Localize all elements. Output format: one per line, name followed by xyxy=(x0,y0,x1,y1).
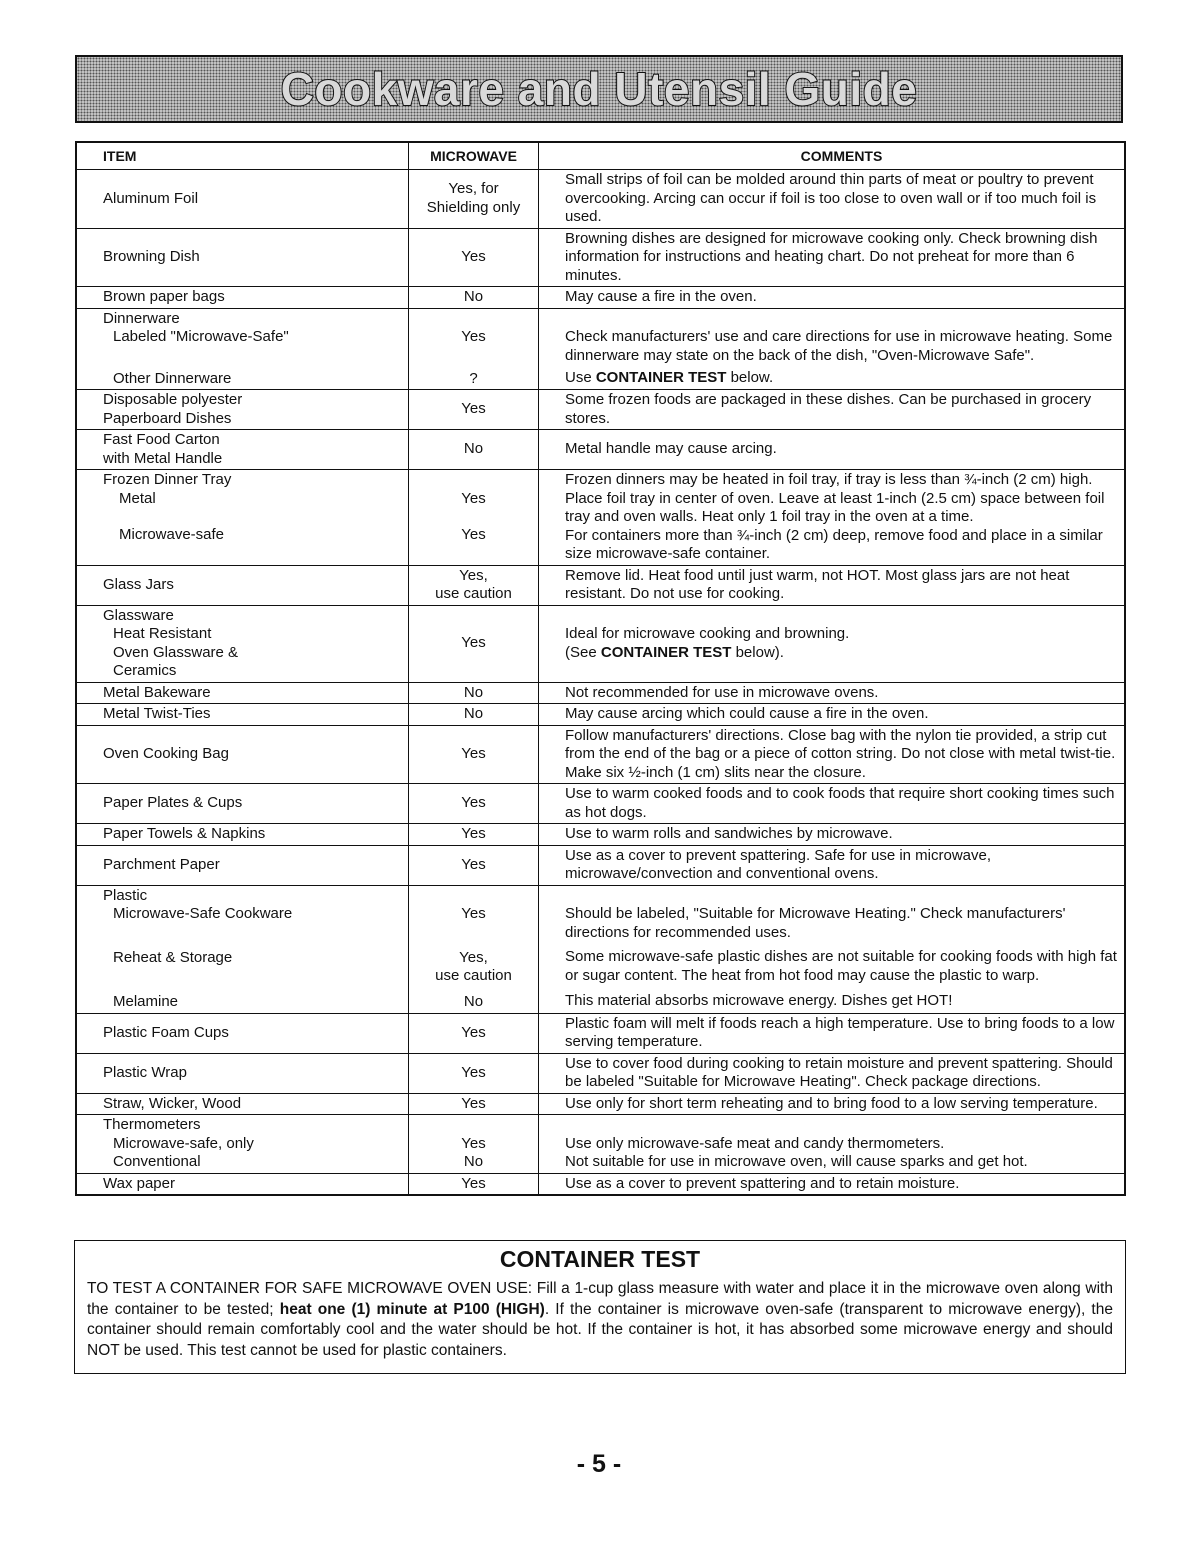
item-sub-label: Reheat & Storage xyxy=(113,948,233,966)
microwave-cell xyxy=(409,1115,539,1174)
title-banner xyxy=(75,55,1123,123)
item-cell xyxy=(76,430,409,470)
comment-cell: Follow manufacturers' directions. Close bag with the nylon tie provided, a strip cut from the end of the bag or a piece of cotton string. Do not close with metal twist-tie. Make six ½-inch (1 cm) slits near the closure. xyxy=(539,725,1126,784)
container-test-bold-instruction: heat one (1) minute at P100 (HIGH) xyxy=(279,1300,545,1318)
container-test-text-part: TO TEST A CONTAINER FOR SAFE MICROWAVE OVEN USE: Fill a 1-cup glass measure with water and place it in the microwave oven along with the container to be tested; xyxy=(87,1280,1113,1318)
comment-cell: May cause a fire in the oven. xyxy=(539,287,1126,309)
item-sub-label: Oven Glassware & xyxy=(113,643,239,661)
comment-cell xyxy=(539,308,1126,390)
mw-value: Yes xyxy=(461,1134,486,1152)
item-heading: Plastic xyxy=(103,886,148,904)
container-test-ref: CONTAINER TEST xyxy=(595,369,727,386)
comment-cell: Use as a cover to prevent spattering and to retain moisture. xyxy=(539,1173,1126,1195)
item-label: Aluminum Foil xyxy=(103,189,199,207)
comment-cell: Plastic foam will melt if foods reach a high temperature. Use to bring foods to a low serving temperature. xyxy=(539,1013,1126,1053)
comment-cell: May cause arcing which could cause a fire in the oven. xyxy=(539,704,1126,726)
table-row xyxy=(76,565,1125,605)
comment-cell: Use only for short term reheating and to bring food to a low serving temperature. xyxy=(539,1093,1126,1115)
comment-text: Not suitable for use in microwave oven, will cause sparks and get hot. xyxy=(565,1153,1028,1170)
item-cell: Paper Towels & Napkins xyxy=(76,824,409,846)
table-row xyxy=(76,170,1125,229)
item-cell: Browning Dish xyxy=(76,228,409,287)
item-sub-label: Microwave-safe xyxy=(119,526,225,543)
microwave-cell xyxy=(409,308,539,390)
comment-text: For containers more than ¾-inch (2 cm) deep, remove food and place in a similar size microwave-safe container. xyxy=(565,526,1103,562)
microwave-cell: Yes xyxy=(409,1093,539,1115)
item-cell: Wax paper xyxy=(76,1173,409,1195)
mw-value: Yes xyxy=(461,905,486,922)
microwave-cell: No xyxy=(409,287,539,309)
item-cell: Oven Cooking Bag xyxy=(76,725,409,784)
comment-cell: Small strips of foil can be molded around thin parts of meat or poultry to prevent overcooking. Arcing can occur if foil is too close to oven wall or if too much foil is used. xyxy=(539,170,1126,229)
table-row xyxy=(76,1013,1125,1053)
mw-value: Yes xyxy=(461,526,486,543)
table-row xyxy=(76,1173,1125,1195)
comment-text: Some microwave-safe plastic dishes are not suitable for cooking foods with high fat or sugar content. The heat from hot food may cause the plastic to warp. xyxy=(565,948,1117,984)
mw-value: Yes, xyxy=(459,948,488,966)
comment-cell xyxy=(539,885,1126,1013)
table-row xyxy=(76,682,1125,704)
item-heading: Frozen Dinner Tray xyxy=(103,471,232,488)
comment-cell: Use to warm cooked foods and to cook foods that require short cooking times such as hot dogs. xyxy=(539,784,1126,824)
table-row xyxy=(76,228,1125,287)
item-sub-label: Labeled "Microwave-Safe" xyxy=(113,328,289,345)
table-row xyxy=(76,1093,1125,1115)
microwave-cell xyxy=(409,885,539,1013)
item-sub-label: Ceramics xyxy=(113,662,177,679)
item-cell: Plastic Foam Cups xyxy=(76,1013,409,1053)
item-cell: Metal Twist-Ties xyxy=(76,704,409,726)
table-row xyxy=(76,845,1125,885)
microwave-cell: Yes xyxy=(409,605,539,682)
microwave-cell: Yes xyxy=(409,725,539,784)
microwave-cell: Yes xyxy=(409,784,539,824)
table-row xyxy=(76,287,1125,309)
header-item: ITEM xyxy=(76,142,409,170)
microwave-cell: No xyxy=(409,704,539,726)
page-title: Cookware and Utensil Guide xyxy=(280,63,918,115)
microwave-cell: Yes xyxy=(409,1013,539,1053)
item-label: Paperboard Dishes xyxy=(103,409,232,427)
container-test-text xyxy=(75,1273,1125,1361)
item-label: Disposable polyester xyxy=(103,391,243,408)
container-test-box xyxy=(74,1240,1126,1374)
item-cell xyxy=(76,1115,409,1174)
comment-cell xyxy=(539,470,1126,566)
comment-cell: Remove lid. Heat food until just warm, not HOT. Most glass jars are not heat resistant. Do not use for cooking. xyxy=(539,565,1126,605)
table-row xyxy=(76,1115,1125,1174)
page-number: - 5 - xyxy=(576,1450,622,1478)
microwave-cell: Yes xyxy=(409,824,539,846)
mw-value: No xyxy=(463,1153,484,1170)
table-row xyxy=(76,725,1125,784)
microwave-cell: Yes xyxy=(409,1053,539,1093)
item-heading: Dinnerware xyxy=(103,309,180,327)
comment-text: Use only microwave-safe meat and candy thermometers. xyxy=(565,1134,945,1152)
item-sub-label: Microwave-safe, only xyxy=(113,1134,254,1152)
item-cell xyxy=(76,470,409,566)
item-sub-label: Microwave-Safe Cookware xyxy=(113,905,293,922)
table-row xyxy=(76,390,1125,430)
comment-text: below). xyxy=(731,643,784,661)
microwave-cell: Yes xyxy=(409,390,539,430)
mw-value: Yes xyxy=(461,328,486,345)
comment-text: Check manufacturers' use and care directions for use in microwave heating. Some dinnerware may state on the back of the dish, "Oven-Microwave Safe". xyxy=(565,328,1113,364)
comment-cell xyxy=(539,1115,1126,1174)
comment-text: below. xyxy=(726,369,774,386)
microwave-cell: No xyxy=(409,682,539,704)
item-cell xyxy=(76,308,409,390)
comment-cell: Browning dishes are designed for microwave cooking only. Check browning dish information for instructions and heating chart. Do not preheat for more than 6 minutes. xyxy=(539,228,1126,287)
item-cell xyxy=(76,885,409,1013)
item-cell: Glass Jars xyxy=(76,565,409,605)
mw-value: Yes, for xyxy=(448,180,499,198)
header-comments: COMMENTS xyxy=(539,142,1126,170)
table-header-row xyxy=(76,142,1125,170)
comment-cell: Not recommended for use in microwave ovens. xyxy=(539,682,1126,704)
table-row xyxy=(76,605,1125,682)
table-row xyxy=(76,704,1125,726)
mw-value: Yes xyxy=(461,489,486,507)
microwave-cell: Yes xyxy=(409,1173,539,1195)
comment-cell: Some frozen foods are packaged in these dishes. Can be purchased in grocery stores. xyxy=(539,390,1126,430)
item-cell: Metal Bakeware xyxy=(76,682,409,704)
item-label: with Metal Handle xyxy=(103,449,223,467)
comment-cell: Use to cover food during cooking to retain moisture and prevent spattering. Should be labeled "Suitable for Microwave Heating". Check package directions. xyxy=(539,1053,1126,1093)
mw-value: use caution xyxy=(435,967,512,984)
table-row xyxy=(76,430,1125,470)
item-sub-label: Melamine xyxy=(113,993,179,1010)
table-row xyxy=(76,885,1125,1013)
item-cell: Straw, Wicker, Wood xyxy=(76,1093,409,1115)
header-microwave: MICROWAVE xyxy=(409,142,539,170)
item-cell: Parchment Paper xyxy=(76,845,409,885)
table-row xyxy=(76,1053,1125,1093)
cookware-table xyxy=(75,141,1126,1196)
microwave-cell xyxy=(409,565,539,605)
comment-cell: Use to warm rolls and sandwiches by microwave. xyxy=(539,824,1126,846)
item-label: Fast Food Carton xyxy=(103,431,220,448)
container-test-text-part: . If the container is microwave oven-safe (transparent to microwave energy), the container should remain comfortably cool and the water should be hot. If the container is hot, it has absorbed some microwave energy and should NOT be used. This test cannot be used for plastic containers. xyxy=(87,1300,1113,1359)
item-sub-label: Metal xyxy=(119,489,156,507)
comment-text: Ideal for microwave cooking and browning. xyxy=(565,625,850,642)
mw-value: ? xyxy=(469,369,478,387)
comment-text: Should be labeled, "Suitable for Microwave Heating." Check manufacturers' directions for recommended uses. xyxy=(565,905,1066,941)
item-cell: Plastic Wrap xyxy=(76,1053,409,1093)
comment-text: This material absorbs microwave energy. Dishes get HOT! xyxy=(565,992,953,1009)
microwave-cell: Yes xyxy=(409,845,539,885)
comment-cell: Use as a cover to prevent spattering. Safe for use in microwave, microwave/convection and conventional ovens. xyxy=(539,845,1126,885)
comment-text: (See xyxy=(565,643,601,661)
item-sub-label: Heat Resistant xyxy=(113,625,212,642)
table-row xyxy=(76,784,1125,824)
container-test-title: CONTAINER TEST xyxy=(499,1246,701,1272)
comment-cell: Metal handle may cause arcing. xyxy=(539,430,1126,470)
item-heading: Thermometers xyxy=(103,1116,201,1133)
table-row xyxy=(76,308,1125,390)
comment-cell xyxy=(539,605,1126,682)
item-sub-label: Other Dinnerware xyxy=(113,369,232,387)
item-sub-label: Conventional xyxy=(113,1153,201,1170)
item-cell: Brown paper bags xyxy=(76,287,409,309)
microwave-cell: Yes xyxy=(409,228,539,287)
mw-value: Yes, xyxy=(459,566,488,584)
item-heading: Glassware xyxy=(103,606,174,624)
microwave-cell: No xyxy=(409,430,539,470)
item-cell xyxy=(76,390,409,430)
item-cell: Paper Plates & Cups xyxy=(76,784,409,824)
item-cell xyxy=(76,605,409,682)
comment-text: Use xyxy=(565,369,596,386)
container-test-ref: CONTAINER TEST xyxy=(600,643,732,661)
table-row xyxy=(76,824,1125,846)
mw-value: No xyxy=(463,992,484,1010)
comment-text: Frozen dinners may be heated in foil tray, if tray is less than ¾-inch (2 cm) high. Place foil tray in center of oven. Leave at least 1-inch (2.5 cm) space between foil tray and oven walls. Heat only 1 foil tray in the oven at a time. xyxy=(565,471,1105,525)
microwave-cell xyxy=(409,470,539,566)
mw-value: use caution xyxy=(435,585,512,602)
mw-value: Shielding only xyxy=(426,198,521,216)
item-cell xyxy=(76,170,409,229)
microwave-cell xyxy=(409,170,539,229)
table-row xyxy=(76,470,1125,566)
